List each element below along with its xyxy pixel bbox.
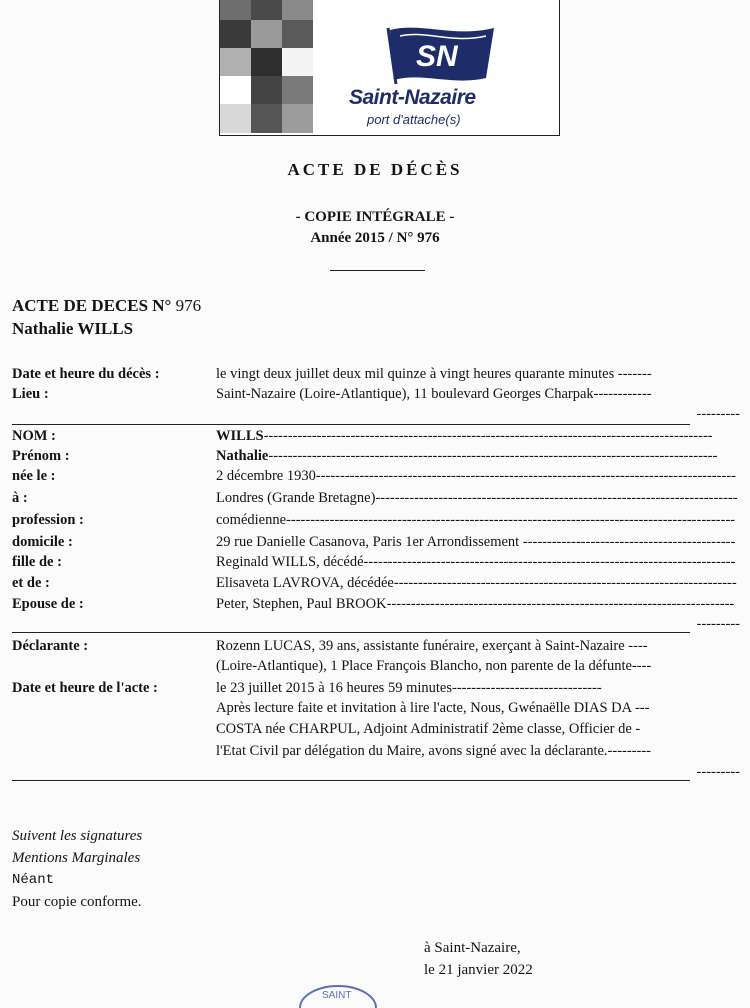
brand-tagline: port d'attache(s) <box>367 112 461 127</box>
field-row <box>0 658 750 678</box>
field-row <box>0 596 750 616</box>
act-heading <box>12 296 201 316</box>
dash-fill: ----------------------------------------------------------------------- <box>393 575 737 591</box>
title-divider <box>330 270 425 271</box>
field-value: comédienne <box>216 512 287 528</box>
copy-conform: Pour copie conforme. <box>12 894 142 910</box>
field-label: Epouse de : <box>12 596 84 612</box>
field-row <box>0 638 750 658</box>
field-label: Prénom : <box>12 448 70 464</box>
field-value: Rozenn LUCAS, 39 ans, assistante funéraire, exerçant à Saint-Nazaire ---- <box>216 638 648 654</box>
field-value: Saint-Nazaire (Loire-Atlantique), 11 boulevard Georges Charpak------------ <box>216 386 652 402</box>
field-value: 2 décembre 1930 <box>216 468 316 484</box>
field-row <box>0 428 750 448</box>
dash-fill: --------------------------------------------------------------------------------------- <box>315 468 736 484</box>
field-label: et de : <box>12 575 50 591</box>
dash-line: --------- <box>696 764 740 780</box>
field-label: Date et heure du décès : <box>12 366 160 382</box>
field-value: Peter, Stephen, Paul BROOK <box>216 596 387 612</box>
field-row <box>0 448 750 468</box>
field-row <box>0 512 750 532</box>
field-label: Déclarante : <box>12 638 89 654</box>
issue-place: à Saint-Nazaire, <box>424 940 521 956</box>
field-value: le vingt deux juillet deux mil quinze à vingt heures quarante minutes ------- <box>216 366 652 382</box>
marginal-mentions: Mentions Marginales <box>12 850 141 866</box>
dash-line: --------- <box>696 616 740 632</box>
document-subtitle: - COPIE INTÉGRALE - <box>295 209 455 225</box>
dash-fill: --------------------------------------------------------------------------- <box>375 490 738 506</box>
field-value: 29 rue Danielle Casanova, Paris 1er Arrondissement <box>216 534 520 550</box>
field-label: NOM : <box>12 428 56 444</box>
field-label: fille de : <box>12 554 62 570</box>
field-value: Londres (Grande Bretagne) <box>216 490 376 506</box>
marginal-none: Néant <box>12 872 55 888</box>
dash-fill: ------------------------------------------------------------------------ <box>386 596 735 612</box>
sn-flag-icon <box>382 20 502 86</box>
dash-line: --------- <box>696 406 740 422</box>
field-row <box>0 468 750 488</box>
field-row <box>0 534 750 554</box>
official-stamp <box>296 968 380 1008</box>
brand-name: Saint-Nazaire <box>349 86 476 109</box>
section-divider <box>12 780 690 781</box>
field-label: à : <box>12 490 28 506</box>
field-label: Date et heure de l'acte : <box>12 680 158 696</box>
field-row <box>0 386 750 406</box>
field-value: Reginald WILLS, décédé <box>216 554 364 570</box>
dash-fill: --------------------------------------------------------------------------------------------- <box>286 512 736 528</box>
field-value: WILLS <box>216 428 264 444</box>
field-label: Lieu : <box>12 386 49 402</box>
flag-text: SN <box>416 40 458 73</box>
act-person: Nathalie WILLS <box>12 319 134 338</box>
signatures-note: Suivent les signatures <box>12 828 143 844</box>
field-value: Nathalie <box>216 448 269 464</box>
field-value: Après lecture faite et invitation à lire l'acte, Nous, Gwénaëlle DIAS DA --- <box>216 700 650 716</box>
dash-fill: --------------------------------------------------------------------------------------------- <box>268 448 718 464</box>
field-value: COSTA née CHARPUL, Adjoint Administratif 2ème classe, Officier de - <box>216 721 641 737</box>
field-label: domicile : <box>12 534 73 550</box>
field-value: l'Etat Civil par délégation du Maire, avons signé avec la déclarante.--------- <box>216 743 652 759</box>
act-heading-label: ACTE DE DECES N° <box>12 296 172 315</box>
field-label: profession : <box>12 512 84 528</box>
dash-fill: ----------------------------------------------------------------------------- <box>363 554 736 570</box>
pixelated-emblem <box>220 0 313 133</box>
issue-date: le 21 janvier 2022 <box>424 962 533 978</box>
document-title: ACTE DE DÉCÈS <box>287 160 463 179</box>
dash-fill: --------------------------------------------------------------------------------------------- <box>263 428 713 444</box>
field-row <box>0 721 750 741</box>
document-year-number: Année 2015 / N° 976 <box>310 230 440 246</box>
city-logo <box>219 0 560 136</box>
field-value: Elisaveta LAVROVA, décédée <box>216 575 394 591</box>
field-row <box>0 700 750 720</box>
field-row <box>0 575 750 595</box>
field-value: (Loire-Atlantique), 1 Place François Blancho, non parente de la défunte---- <box>216 658 652 674</box>
field-row <box>0 366 750 386</box>
field-row <box>0 680 750 700</box>
field-row <box>0 743 750 763</box>
field-row <box>0 490 750 510</box>
field-row <box>0 554 750 574</box>
act-heading-number: 976 <box>175 296 202 315</box>
section-divider <box>12 424 690 425</box>
field-label: née le : <box>12 468 56 484</box>
dash-fill: -------------------------------------------- <box>522 534 736 550</box>
field-value: le 23 juillet 2015 à 16 heures 59 minutes------------------------------- <box>216 680 602 696</box>
stamp-text: SAINT <box>322 990 352 1001</box>
section-divider <box>12 632 690 633</box>
